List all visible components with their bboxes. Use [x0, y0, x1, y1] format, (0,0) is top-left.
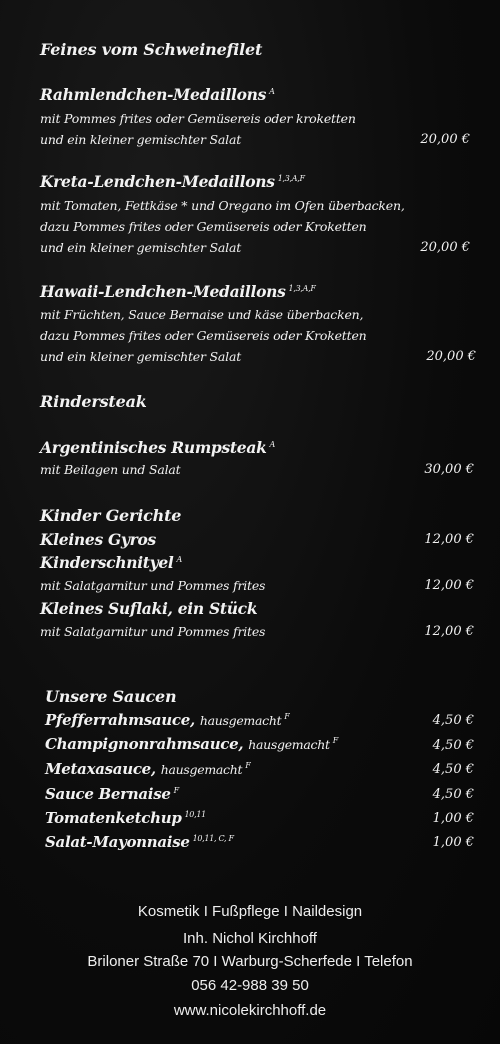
- sauce-name: Pfefferrahmsauce, hausgemacht $^F$: [45, 711, 290, 729]
- dish-description: mit Tomaten, Fettkäse * und Oregano im Ofen überbacken,: [40, 198, 405, 213]
- dish-description: und ein kleiner gemischter Salat: [40, 240, 242, 255]
- dish-price: 12,00 €: [424, 532, 474, 547]
- section-title-pork: Feines vom Schweinefilet: [40, 40, 263, 59]
- dish-name: Hawaii-Lendchen-Medaillons $^{1,3,A,F}$: [40, 282, 316, 301]
- dish-name: Kreta-Lendchen-Medaillons $^{1,3,A,F}$: [40, 172, 305, 191]
- footer-line-phone: 056 42-988 39 50: [191, 977, 309, 994]
- dish-price: 20,00 €: [420, 132, 470, 147]
- sauce-name: Champignonrahmsauce, hausgemacht $^F$: [45, 735, 338, 753]
- sauce-price: 1,00 €: [432, 811, 474, 826]
- dish-price: 20,00 €: [426, 349, 476, 364]
- sauce-price: 4,50 €: [432, 787, 474, 802]
- dish-description: dazu Pommes frites oder Gemüsereis oder Kroketten: [40, 328, 367, 343]
- dish-price: 12,00 €: [424, 624, 474, 639]
- section-title-beef: Rindersteak: [40, 392, 147, 411]
- dish-name: Kinderschnityel $^A$: [40, 553, 182, 572]
- dish-description: dazu Pommes frites oder Gemüsereis oder Kroketten: [40, 219, 367, 234]
- dish-name: Argentinisches Rumpsteak $^A$: [40, 438, 275, 457]
- sauce-name: Tomatenketchup $^{10,11}$: [45, 809, 206, 827]
- sauce-price: 1,00 €: [432, 835, 474, 850]
- footer-line-website: www.nicolekirchhoff.de: [173, 1002, 327, 1019]
- dish-name: Kleines Gyros: [40, 530, 156, 549]
- sauce-price: 4,50 €: [432, 713, 474, 728]
- section-title-sauces: Unsere Saucen: [45, 687, 177, 706]
- footer-line-owner: Inh. Nichol Kirchhoff: [183, 930, 317, 947]
- sauce-name: Metaxasauce, hausgemacht $^F$: [45, 760, 251, 778]
- sauce-name: Sauce Bernaise $^F$: [45, 785, 179, 803]
- dish-name: Rahmlendchen-Medaillons $^A$: [40, 85, 275, 104]
- dish-description: mit Salatgarnitur und Pommes frites: [40, 624, 266, 639]
- dish-description: mit Salatgarnitur und Pommes frites: [40, 578, 266, 593]
- dish-name: Kleines Suflaki, ein Stück: [40, 599, 258, 618]
- sauce-name: Salat-Mayonnaise $^{10,11, C, F}$: [45, 833, 234, 851]
- dish-price: 12,00 €: [424, 578, 474, 593]
- footer-line-address: Briloner Straße 70 I Warburg-Scherfede I Telefon: [87, 953, 413, 970]
- sauce-price: 4,50 €: [432, 738, 474, 753]
- sauce-price: 4,50 €: [432, 762, 474, 777]
- section-title-kids: Kinder Gerichte: [40, 506, 182, 525]
- dish-price: 30,00 €: [424, 462, 474, 477]
- dish-description: und ein kleiner gemischter Salat: [40, 132, 242, 147]
- dish-description: und ein kleiner gemischter Salat: [40, 349, 242, 364]
- dish-price: 20,00 €: [420, 240, 470, 255]
- dish-description: mit Beilagen und Salat: [40, 462, 181, 477]
- dish-description: mit Früchten, Sauce Bernaise und käse überbacken,: [40, 307, 364, 322]
- footer-line-services: Kosmetik I Fußpflege I Naildesign: [137, 903, 363, 920]
- dish-description: mit Pommes frites oder Gemüsereis oder kroketten: [40, 111, 356, 126]
